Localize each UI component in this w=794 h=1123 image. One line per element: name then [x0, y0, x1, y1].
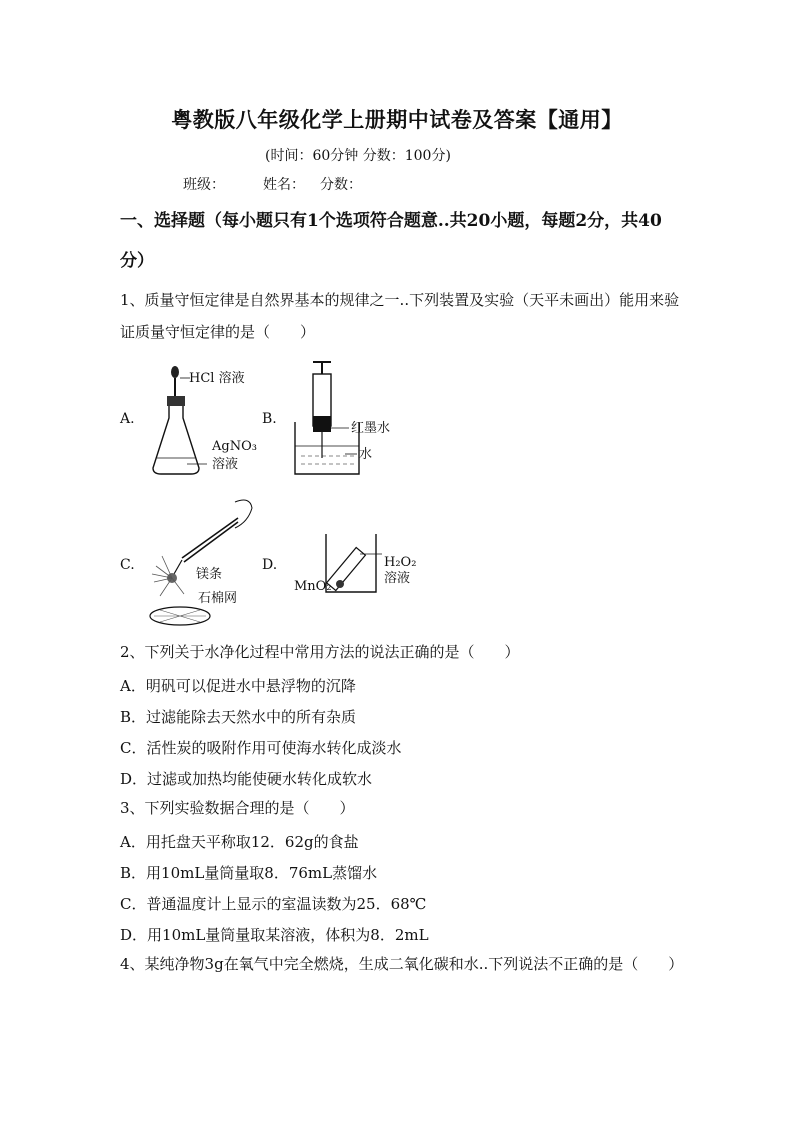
fig-b-label: B.	[262, 411, 277, 427]
question-3: 3、下列实验数据合理的是（ ）	[120, 799, 355, 817]
section-title: 一、选择题（每小题只有1个选项符合题意..共20小题，每题2分，共40分）	[120, 211, 662, 271]
fig-d-text-1: H₂O₂	[384, 555, 417, 570]
score-label: 分数：	[320, 177, 362, 193]
fig-a-side-text-1: AgNO₃	[212, 439, 257, 454]
fig-c-text-1: 镁条	[196, 567, 223, 582]
fig-d-text-2: 溶液	[384, 571, 411, 586]
q2-option-a: A．明矾可以促进水中悬浮物的沉降	[120, 677, 356, 695]
question-2: 2、下列关于水净化过程中常用方法的说法正确的是（ ）	[120, 643, 520, 661]
name-label: 姓名：	[263, 177, 305, 193]
q3-option-b: B．用10mL量筒量取8．76mL蒸馏水	[120, 864, 378, 882]
page-title: 粤教版八年级化学上册期中试卷及答案【通用】	[171, 107, 623, 132]
q2-option-b: B．过滤能除去天然水中的所有杂质	[120, 708, 357, 726]
beaker-figure	[290, 528, 420, 598]
fig-a-label: A.	[120, 411, 135, 427]
flask-figure	[145, 360, 275, 480]
time-score: (时间：60分钟 分数：100分)	[265, 148, 451, 164]
class-label: 班级：	[183, 177, 225, 193]
fig-a-side-text-2: 溶液	[212, 457, 239, 472]
burning-figure	[140, 492, 265, 632]
fig-c-text-2: 石棉网	[198, 591, 238, 606]
fig-c-label: C.	[120, 557, 135, 573]
fig-d-text-3: MnO₂	[294, 579, 332, 594]
question-4: 4、某纯净物3g在氧气中完全燃烧，生成二氧化碳和水..下列说法不正确的是（ ）	[120, 955, 684, 973]
fig-d-label: D.	[262, 557, 278, 573]
q2-option-c: C．活性炭的吸附作用可使海水转化成淡水	[120, 739, 402, 757]
fig-b-text-2: 水	[359, 447, 373, 462]
syringe-figure	[285, 360, 415, 482]
fig-a-top-text: HCl 溶液	[189, 371, 245, 386]
q2-option-d: D．过滤或加热均能使硬水转化成软水	[120, 770, 373, 788]
q3-option-c: C．普通温度计上显示的室温读数为25．68℃	[120, 895, 427, 913]
q3-option-d: D．用10mL量筒量取某溶液，体积为8．2mL	[120, 926, 429, 944]
question-1: 1、质量守恒定律是自然界基本的规律之一..下列装置及实验（天平未画出）能用来验证质量守恒定律的是（ ）	[120, 291, 680, 341]
fig-b-text-1: 红墨水	[351, 421, 391, 436]
q3-option-a: A．用托盘天平称取12．62g的食盐	[120, 833, 359, 851]
